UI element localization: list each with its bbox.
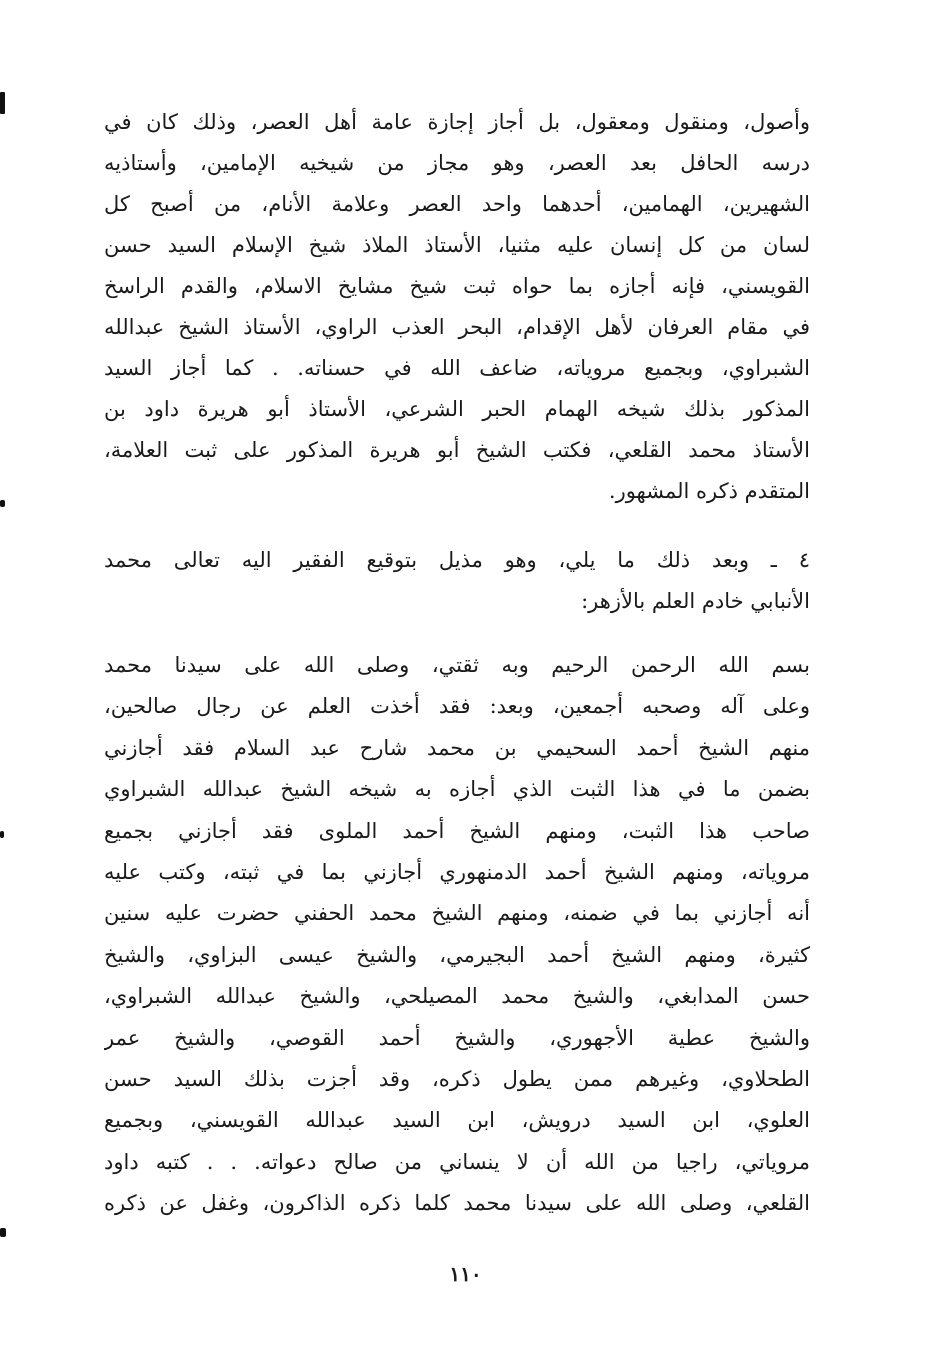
text-line: الأستاذ محمد القلعي، فكتب الشيخ أبو هريرة المذكور على ثبت العلامة، <box>104 438 810 462</box>
margin-mark <box>0 831 4 838</box>
page-number: ١١٠ <box>449 1262 482 1286</box>
text-line: القويسني، فإنه أجازه بما حواه ثبت شيخ مشايخ الاسلام، والقدم الراسخ <box>104 274 810 298</box>
text-line: الشهيرين، الهمامين، أحدهما واحد العصر وعلامة الأنام، من أصبح كل <box>104 192 810 216</box>
text-line: المذكور بذلك شيخه الهمام الحبر الشرعي، الأستاذ أبو هريرة داود بن <box>104 397 810 421</box>
text-line: وأصول، ومنقول ومعقول، بل أجاز إجازة عامة أهل العصر، وذلك كان في <box>104 110 810 134</box>
text-line: مروياته، ومنهم الشيخ أحمد الدمنهوري أجازني بما في ثبته، وكتب عليه <box>104 860 810 885</box>
text-line: الطحلاوي، وغيرهم ممن يطول ذكره، وقد أجزت بذلك السيد حسن <box>104 1067 810 1092</box>
margin-mark <box>0 92 5 114</box>
paragraph-section-4 <box>104 540 810 622</box>
text-line: بسم الله الرحمن الرحيم وبه ثقتي، وصلى الله على سيدنا محمد <box>104 653 810 677</box>
text-line: بضمن ما في هذا الثبت الذي أجازه به شيخه الشيخ عبدالله الشبراوي <box>104 777 810 802</box>
text-line: ٤ ـ وبعد ذلك ما يلي، وهو مذيل بتوقيع الفقير اليه تعالى محمد <box>104 548 810 572</box>
text-line: كثيرة، ومنهم الشيخ أحمد البجيرمي، والشيخ عيسى البزاوي، والشيخ <box>104 942 810 967</box>
text-line: القلعي، وصلى الله على سيدنا محمد كلما ذكره الذاكرون، وغفل عن ذكره <box>104 1191 810 1216</box>
text-line: العلوي، ابن السيد درويش، ابن السيد عبدالله القويسني، وبجميع <box>104 1108 810 1133</box>
text-line: الأنبابي خادم العلم بالأزهر: <box>581 589 810 613</box>
text-line: مروياتي، راجيا من الله أن لا ينساني من صالح دعواته. . . كتبه داود <box>104 1149 810 1174</box>
text-line: المتقدم ذكره المشهور. <box>608 479 810 503</box>
text-line: أنه أجازني بما في ضمنه، ومنهم الشيخ محمد الحفني حضرت عليه سنين <box>104 901 810 926</box>
margin-mark <box>0 1228 6 1237</box>
text-line: والشيخ عطية الأجهوري، والشيخ أحمد القوصي، والشيخ عمر <box>104 1025 810 1050</box>
text-line: حسن المدابغي، والشيخ محمد المصيلحي، والشيخ عبدالله الشبراوي، <box>104 984 810 1009</box>
text-line: الشبراوي، وبجميع مروياته، ضاعف الله في حسناته. . كما أجاز السيد <box>104 356 810 380</box>
text-line: درسه الحافل بعد العصر، وهو مجاز من شيخيه الإمامين، وأستاذيه <box>104 151 810 175</box>
text-line: لسان من كل إنسان عليه مثنيا، الأستاذ الملاذ شيخ الإسلام السيد حسن <box>104 233 810 257</box>
text-line: في مقام العرفان لأهل الإقدام، البحر العذب الراوي، الأستاذ الشيخ عبدالله <box>104 315 810 339</box>
paragraph-ijaza-continuation <box>104 102 810 512</box>
margin-mark <box>0 500 5 507</box>
text-line: صاحب هذا الثبت، ومنهم الشيخ أحمد الملوى فقد أجازني بجميع <box>104 818 810 843</box>
text-line: منهم الشيخ أحمد السحيمي بن محمد شارح عبد السلام فقد أجازني <box>104 735 810 760</box>
paragraph-ijaza-text <box>104 645 810 1225</box>
text-line: وعلى آله وصحبه أجمعين، وبعد: فقد أخذت العلم عن رجال صالحين، <box>104 694 810 719</box>
